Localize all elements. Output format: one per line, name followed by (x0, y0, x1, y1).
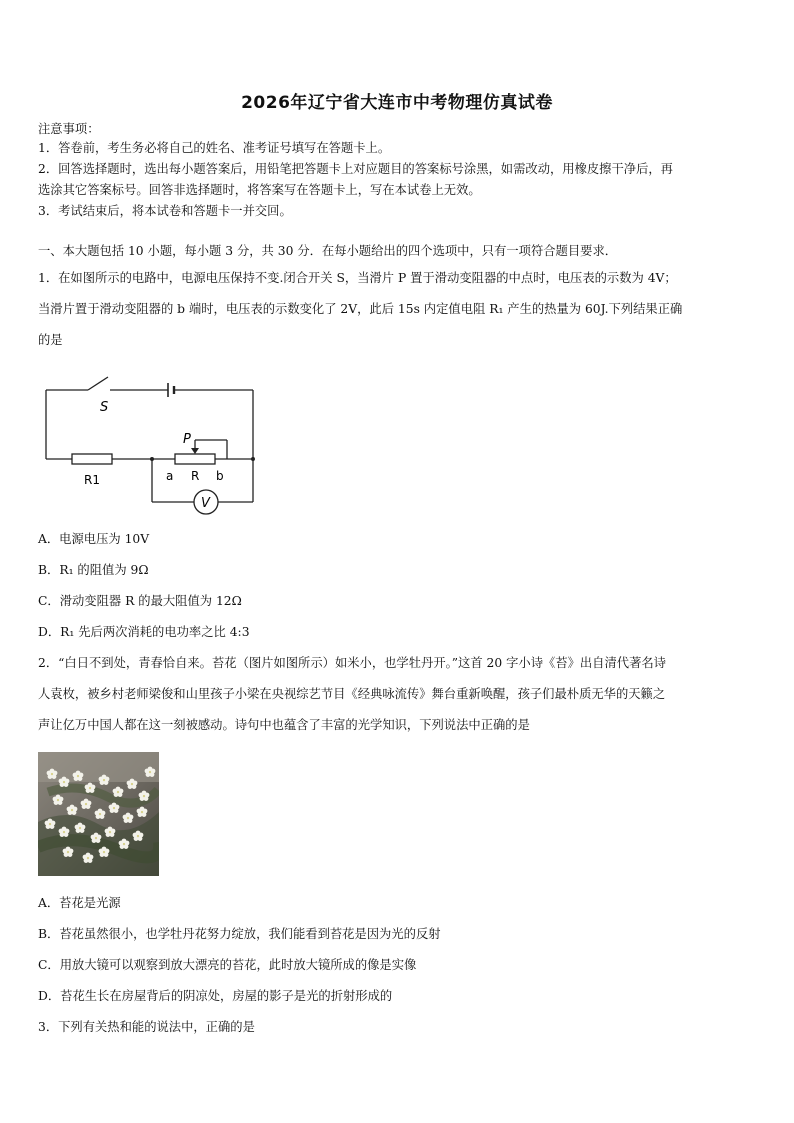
notice-item: 选涂其它答案标号。回答非选择题时，将答案写在答题卡上，写在本试卷上无效。 (38, 183, 481, 197)
slider-arrow (191, 448, 199, 454)
section-heading: 一、本大题包括 10 小题，每小题 3 分，共 30 分．在每小题给出的四个选项中，只有一项符合题目要求． (38, 244, 618, 258)
notice-item: 3．考试结束后，将本试卷和答题卡一并交回。 (38, 204, 292, 218)
switch-lever (88, 377, 108, 390)
question-1-line: 1．在如图所示的电路中，电源电压保持不变.闭合开关 S，当滑片 P 置于滑动变阻器的中点时，电压表的示数为 4V； (38, 271, 677, 285)
label-r1: R1 (84, 473, 100, 487)
question-3-line: 3．下列有关热和能的说法中，正确的是 (38, 1020, 255, 1034)
option-c: C．用放大镜可以观察到放大漂亮的苔花，此时放大镜所成的像是实像 (38, 958, 417, 972)
option-a: A．苔花是光源 (38, 896, 121, 910)
option-d: D．苔花生长在房屋背后的阴凉处，房屋的影子是光的折射形成的 (38, 989, 393, 1003)
option-a: A．电源电压为 10V (38, 532, 150, 546)
option-c: C．滑动变阻器 R 的最大阻值为 12Ω (38, 594, 242, 608)
question-2-line: 声让亿万中国人都在这一刻被感动。诗句中也蕴含了丰富的光学知识，下列说法中正确的是 (38, 718, 530, 732)
option-b: B．苔花虽然很小，也学牡丹花努力绽放，我们能看到苔花是因为光的反射 (38, 927, 441, 941)
moss-flower-photo (38, 752, 159, 876)
label-r: R (191, 469, 200, 483)
question-2-line: 2．“白日不到处，青春恰自来。苔花（图片如图所示）如米小，也学牡丹开。”这首 20 字小诗《苔》出自清代著名诗 (38, 656, 666, 670)
label-p: P (183, 432, 191, 447)
rheostat-r (175, 454, 215, 464)
notice-item: 2．回答选择题时，选出每小题答案后，用铅笔把答题卡上对应题目的答案标号涂黑，如需改动，用橡皮擦干净后，再 (38, 162, 673, 176)
question-2-line: 人袁枚，被乡村老师梁俊和山里孩子小梁在央视综艺节目《经典咏流传》舞台重新唤醒，孩子们最朴质无华的天籁之 (38, 687, 666, 701)
label-b: b (216, 469, 224, 483)
option-b: B．R₁ 的阻值为 9Ω (38, 563, 149, 577)
question-1-line: 当滑片置于滑动变阻器的 b 端时，电压表的示数变化了 2V，此后 15s 内定值电阻 R₁ 产生的热量为 60J.下列结果正确 (38, 302, 683, 316)
option-d: D．R₁ 先后两次消耗的电功率之比 4:3 (38, 625, 250, 639)
page-title: 2026年辽宁省大连市中考物理仿真试卷 (241, 93, 553, 113)
question-1-line: 的是 (38, 333, 63, 347)
label-a: a (166, 469, 174, 483)
label-s: S (100, 400, 109, 415)
resistor-r1 (72, 454, 112, 464)
notice-heading: 注意事项： (38, 122, 100, 136)
label-v: V (201, 496, 210, 511)
notice-item: 1．答卷前，考生务必将自己的姓名、准考证号填写在答题卡上。 (38, 141, 391, 155)
circuit-diagram (40, 372, 265, 520)
